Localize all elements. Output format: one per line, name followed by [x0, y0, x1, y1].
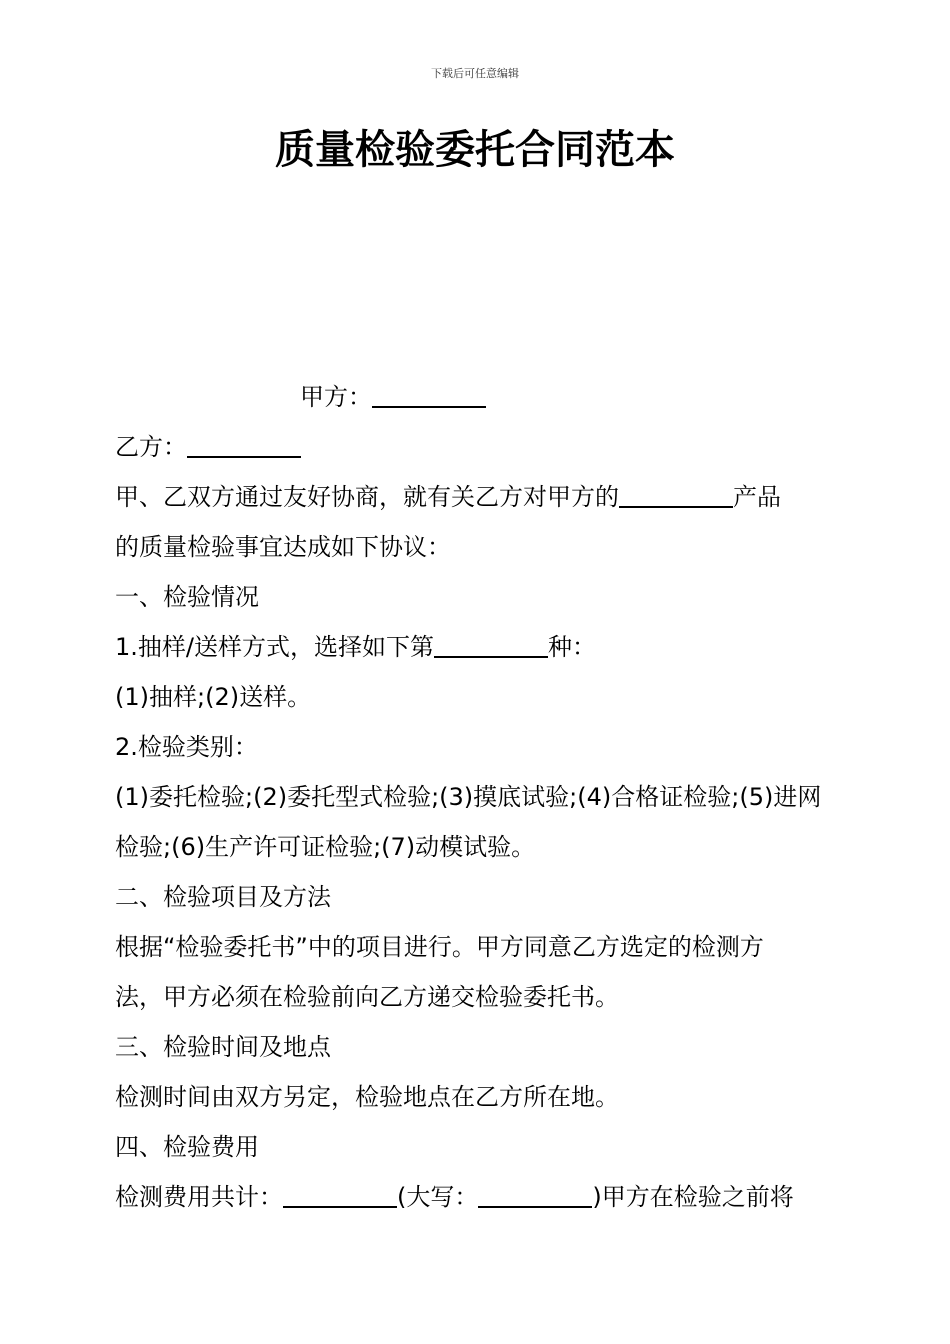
section-heading: 四、检验费用	[115, 1133, 259, 1161]
fee-text: )甲方在检验之前将	[592, 1183, 794, 1211]
item-2-options-line-2: 检验;(6)生产许可证检验;(7)动模试验。	[115, 833, 536, 861]
item-2-options-line-1: (1)委托检验;(2)委托型式检验;(3)摸底试验;(4)合格证检验;(5)进网	[115, 783, 822, 811]
item-2-heading: 2.检验类别：	[115, 733, 258, 761]
section-2-text-line-1: 根据“检验委托书”中的项目进行。甲方同意乙方选定的检测方	[115, 933, 764, 961]
intro-text: 甲、乙双方通过友好协商，就有关乙方对甲方的	[115, 483, 619, 511]
fee-text: (大写：	[397, 1183, 479, 1211]
section-heading: 一、检验情况	[115, 583, 259, 611]
party-b-label: 乙方：	[115, 433, 187, 461]
blank-field	[187, 456, 301, 458]
item-1-line	[115, 622, 837, 672]
blank-field	[478, 1206, 592, 1208]
section-heading: 三、检验时间及地点	[115, 1033, 331, 1061]
item-text: 1.抽样/送样方式，选择如下第	[115, 633, 434, 661]
blank-field	[283, 1206, 397, 1208]
section-3-text: 检测时间由双方另定，检验地点在乙方所在地。	[115, 1083, 619, 1111]
document-body	[115, 372, 837, 1222]
intro-text: 产品	[733, 483, 781, 511]
section-2-text-line-2: 法，甲方必须在检验前向乙方递交检验委托书。	[115, 983, 619, 1011]
intro-line-1	[115, 472, 837, 522]
item-text: 种：	[547, 633, 596, 661]
blank-field	[619, 506, 733, 508]
blank-field	[434, 656, 548, 658]
section-heading: 二、检验项目及方法	[115, 883, 331, 911]
party-a-label: 甲方：	[300, 383, 372, 411]
fee-text: 检测费用共计：	[115, 1183, 283, 1211]
document-title: 质量检验委托合同范本	[275, 126, 675, 173]
intro-line-2: 的质量检验事宜达成如下协议：	[115, 533, 451, 561]
header-note: 下载后可任意编辑	[431, 67, 519, 80]
party-b-line	[115, 422, 837, 472]
fee-line	[115, 1172, 837, 1222]
party-a-line	[115, 372, 837, 422]
blank-field	[372, 406, 486, 408]
item-1-options: (1)抽样;(2)送样。	[115, 683, 312, 711]
